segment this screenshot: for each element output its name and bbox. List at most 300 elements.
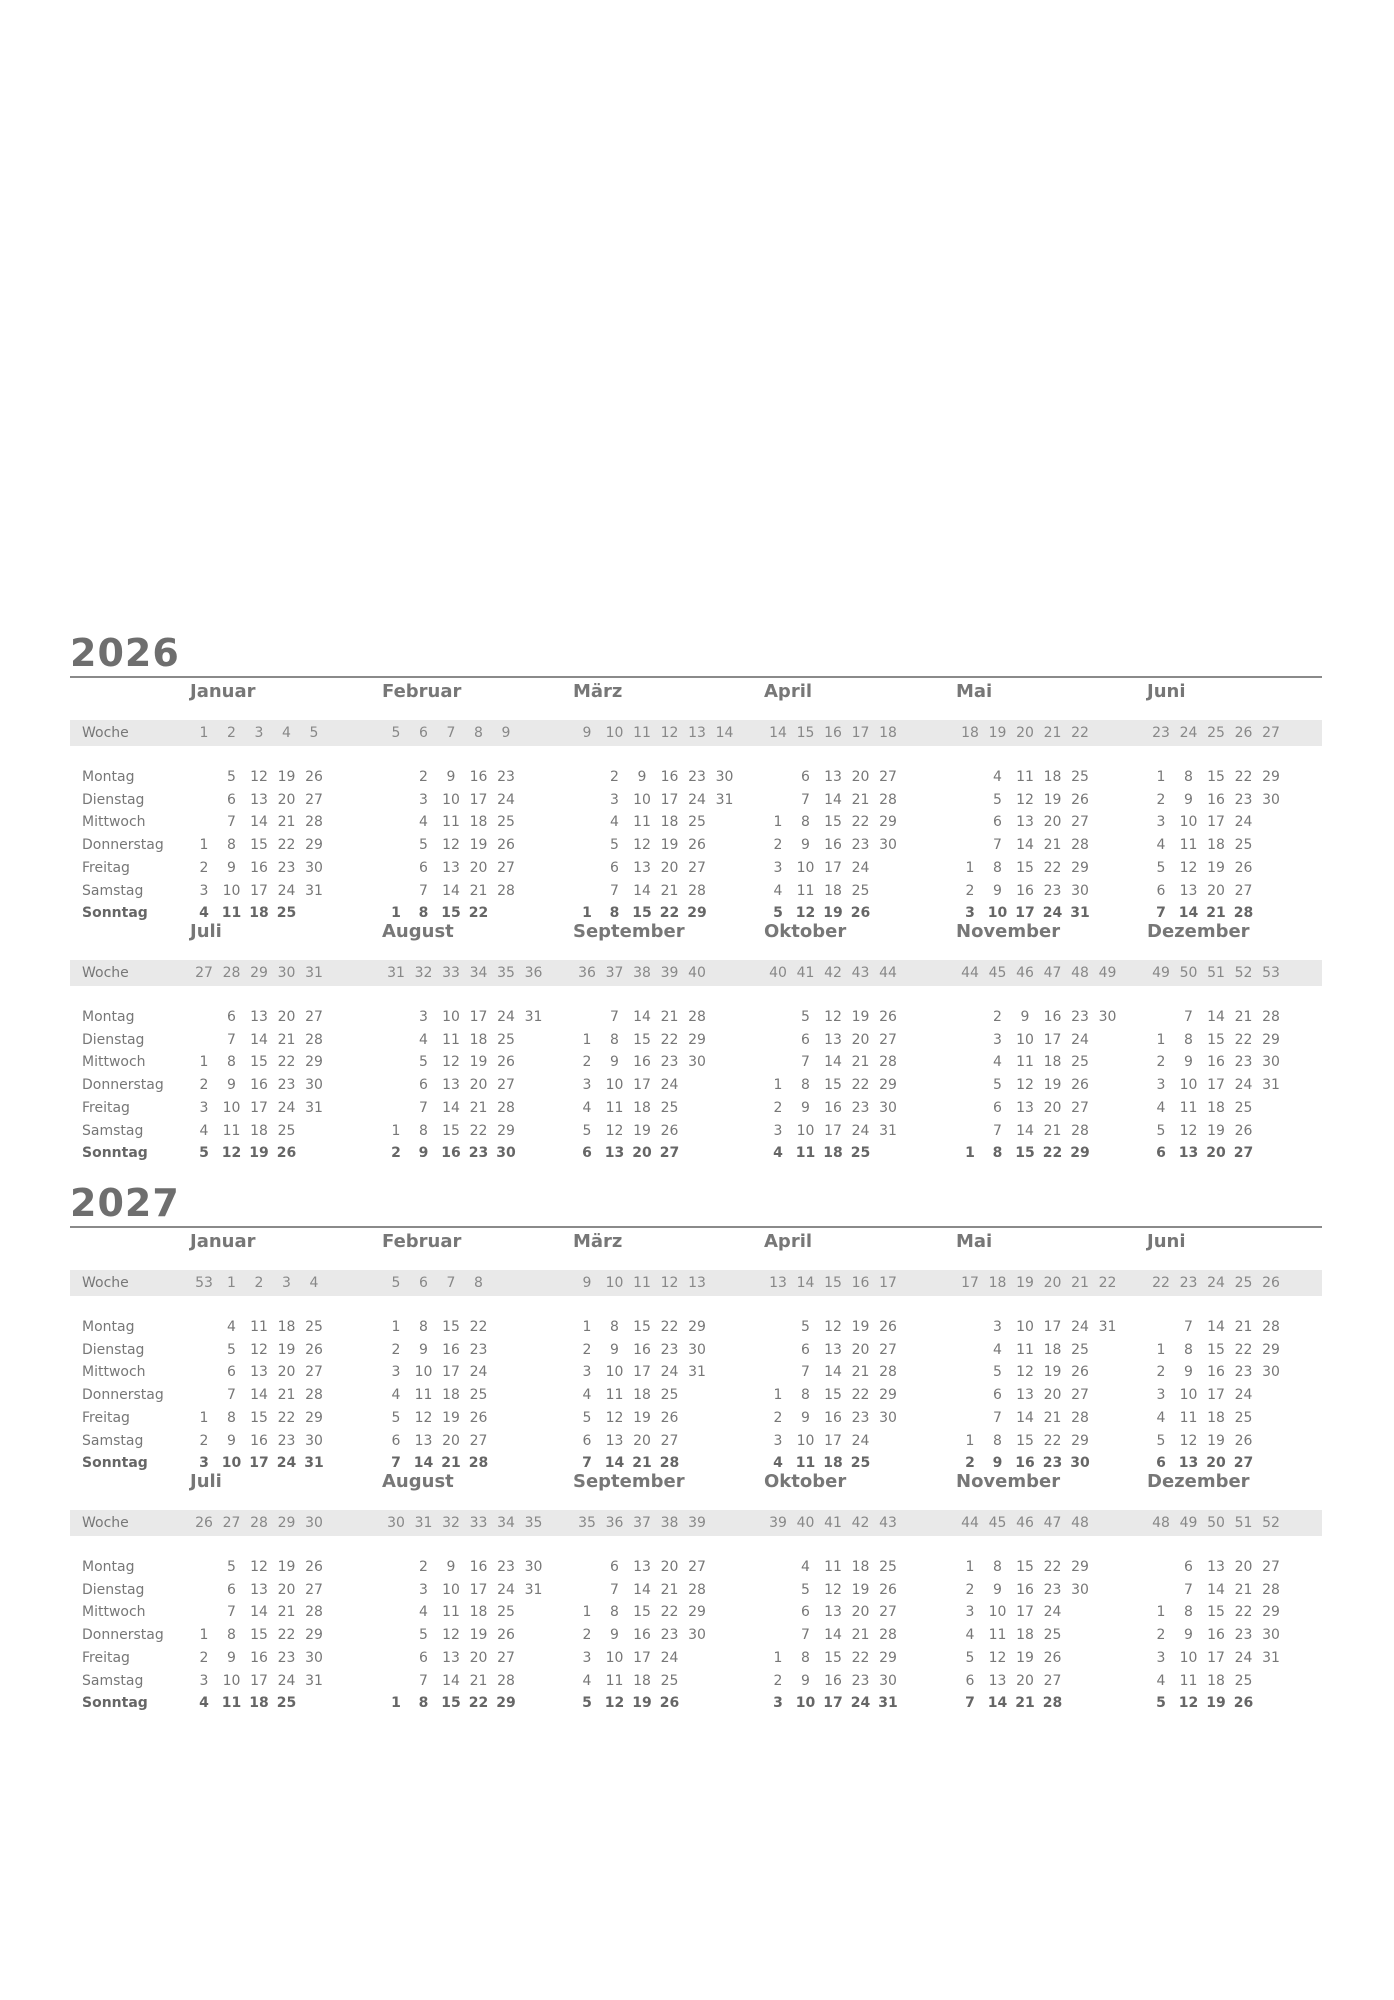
- day-cell: 23: [277, 1649, 296, 1666]
- day-cell: 18: [1207, 1099, 1225, 1116]
- day-cell: 3: [1156, 1387, 1166, 1404]
- day-cell: 25: [277, 1122, 296, 1139]
- week-number: 17: [879, 1275, 897, 1291]
- day-cell: 27: [688, 1559, 706, 1575]
- week-number: 35: [524, 1515, 543, 1531]
- day-cell: 15: [1016, 859, 1034, 876]
- day-cell: 19: [469, 1627, 488, 1644]
- weekday-label: Dienstag: [82, 1031, 145, 1048]
- week-number: 31: [305, 965, 323, 981]
- day-cell: 13: [988, 1672, 1007, 1689]
- day-cell: 29: [879, 1649, 897, 1666]
- day-cell: 8: [801, 1387, 810, 1404]
- week-number: 24: [1179, 725, 1198, 741]
- day-cell: 1: [582, 1319, 592, 1335]
- day-cell: 11: [442, 814, 460, 831]
- weekday-label: Donnerstag: [82, 1627, 164, 1644]
- day-cell: 14: [250, 1031, 268, 1048]
- day-cell: 4: [419, 1031, 428, 1048]
- day-cell: 3: [199, 1099, 209, 1116]
- week-number: 34: [497, 1515, 515, 1531]
- day-cell: 4: [582, 1099, 592, 1116]
- day-cell: 15: [442, 1319, 460, 1335]
- day-cell: 24: [660, 1364, 679, 1381]
- day-cell: 6: [1156, 1455, 1166, 1472]
- day-cell: 23: [468, 1145, 489, 1162]
- day-cell: 15: [824, 1649, 842, 1666]
- day-cell: 29: [687, 905, 707, 922]
- day-cell: 21: [1206, 905, 1226, 922]
- week-number: 7: [446, 1275, 456, 1291]
- week-number: 50: [1179, 965, 1198, 981]
- day-cell: 3: [965, 1604, 975, 1621]
- week-number: 20: [1043, 1275, 1062, 1291]
- day-cell: 9: [610, 1054, 619, 1071]
- day-cell: 27: [879, 1341, 897, 1358]
- day-cell: 22: [277, 1054, 296, 1071]
- day-cell: 14: [633, 1581, 651, 1598]
- day-cell: 10: [633, 791, 651, 808]
- week-number: 12: [660, 725, 679, 741]
- day-cell: 25: [688, 814, 706, 831]
- day-cell: 16: [469, 1559, 488, 1575]
- day-cell: 13: [824, 1604, 842, 1621]
- day-cell: 17: [469, 1581, 488, 1598]
- day-cell: 16: [824, 837, 842, 854]
- day-cell: 14: [824, 1627, 842, 1644]
- day-cell: 15: [1207, 1031, 1225, 1048]
- day-cell: 12: [605, 1122, 624, 1139]
- day-cell: 19: [249, 1145, 269, 1162]
- day-cell: 10: [1179, 1077, 1198, 1094]
- day-cell: 12: [250, 1341, 268, 1358]
- day-cell: 19: [633, 1409, 651, 1426]
- day-cell: 13: [1016, 1099, 1034, 1116]
- day-cell: 2: [419, 769, 428, 785]
- day-cell: 26: [469, 1409, 488, 1426]
- week-number: 45: [988, 965, 1007, 981]
- day-cell: 31: [715, 791, 734, 808]
- day-cell: 6: [227, 1009, 236, 1025]
- day-cell: 1: [965, 1432, 975, 1449]
- day-cell: 29: [879, 1077, 897, 1094]
- week-number: 33: [442, 965, 460, 981]
- week-number: 11: [633, 1275, 651, 1291]
- day-cell: 23: [688, 769, 706, 785]
- day-cell: 26: [305, 769, 323, 785]
- day-cell: 18: [1043, 1054, 1062, 1071]
- day-cell: 31: [879, 1122, 897, 1139]
- day-cell: 3: [582, 1649, 592, 1666]
- day-cell: 8: [418, 905, 429, 922]
- half-year-2: [70, 918, 1322, 1162]
- week-number: 51: [1234, 1515, 1253, 1531]
- day-cell: 4: [419, 814, 428, 831]
- day-cell: 11: [1179, 837, 1198, 854]
- day-cell: 9: [418, 1145, 429, 1162]
- day-cell: 22: [468, 1695, 489, 1712]
- day-cell: 13: [414, 1432, 433, 1449]
- day-cell: 11: [414, 1387, 433, 1404]
- day-cell: 21: [1043, 1409, 1062, 1426]
- day-cell: 11: [795, 1455, 816, 1472]
- day-cell: 27: [469, 1432, 488, 1449]
- day-cell: 24: [1234, 814, 1253, 831]
- day-cell: 20: [469, 1649, 488, 1666]
- week-number: 40: [688, 965, 706, 981]
- day-cell: 11: [796, 882, 815, 899]
- weekday-label: Montag: [82, 1009, 135, 1025]
- week-number: 39: [688, 1515, 706, 1531]
- day-cell: 21: [632, 1455, 652, 1472]
- day-cell: 22: [1043, 1432, 1062, 1449]
- day-cell: 20: [469, 859, 488, 876]
- week-number: 10: [605, 725, 624, 741]
- day-cell: 6: [419, 859, 428, 876]
- day-cell: 14: [824, 791, 842, 808]
- week-number: 53: [195, 1275, 213, 1291]
- day-cell: 6: [1156, 1145, 1166, 1162]
- day-cell: 7: [801, 1054, 810, 1071]
- day-cell: 23: [497, 1559, 515, 1575]
- day-cell: 25: [879, 1559, 897, 1575]
- day-cell: 21: [1043, 837, 1062, 854]
- day-cell: 18: [277, 1319, 296, 1335]
- day-cell: 15: [1015, 1145, 1035, 1162]
- day-cell: 5: [1156, 1695, 1166, 1712]
- month-name: Dezember: [1147, 921, 1250, 942]
- day-cell: 12: [442, 837, 460, 854]
- day-cell: 13: [442, 1649, 460, 1666]
- month-name: Februar: [382, 681, 462, 702]
- week-number: 40: [796, 1515, 815, 1531]
- day-cell: 29: [688, 1319, 706, 1335]
- day-cell: 14: [604, 1455, 625, 1472]
- day-cell: 23: [851, 1672, 870, 1689]
- month-name: Juni: [1147, 681, 1186, 702]
- week-number: 12: [660, 1275, 679, 1291]
- day-cell: 10: [1179, 1387, 1198, 1404]
- day-cell: 2: [773, 1672, 783, 1689]
- week-number: 21: [1043, 725, 1062, 741]
- day-cell: 20: [1043, 1099, 1062, 1116]
- week-number: 9: [582, 725, 592, 741]
- day-cell: 15: [1207, 1604, 1225, 1621]
- day-cell: 27: [1233, 1455, 1254, 1472]
- day-cell: 23: [277, 1077, 296, 1094]
- day-cell: 4: [773, 882, 783, 899]
- day-cell: 16: [633, 1627, 651, 1644]
- day-cell: 10: [796, 1432, 815, 1449]
- day-cell: 20: [277, 1009, 296, 1025]
- day-cell: 23: [497, 769, 515, 785]
- day-cell: 15: [250, 1409, 268, 1426]
- day-cell: 12: [988, 1649, 1007, 1666]
- day-cell: 10: [442, 1009, 460, 1025]
- week-number: 27: [1262, 725, 1280, 741]
- weekday-label: Dienstag: [82, 1581, 145, 1598]
- day-cell: 18: [633, 1672, 651, 1689]
- day-cell: 9: [446, 769, 456, 785]
- weekday-label: Freitag: [82, 859, 130, 876]
- day-cell: 24: [1042, 905, 1063, 922]
- week-number: 30: [387, 1515, 405, 1531]
- day-cell: 13: [1016, 1387, 1034, 1404]
- week-number: 27: [195, 965, 213, 981]
- day-cell: 30: [305, 1432, 323, 1449]
- day-cell: 3: [391, 1364, 401, 1381]
- day-cell: 15: [633, 1031, 651, 1048]
- day-cell: 18: [1207, 1672, 1225, 1689]
- day-cell: 10: [795, 1695, 816, 1712]
- day-cell: 23: [1234, 1627, 1253, 1644]
- day-cell: 9: [1020, 1009, 1030, 1025]
- day-cell: 21: [851, 1054, 870, 1071]
- day-cell: 7: [227, 814, 236, 831]
- day-cell: 9: [610, 1341, 619, 1358]
- day-cell: 13: [633, 1559, 651, 1575]
- day-cell: 14: [250, 814, 268, 831]
- day-cell: 23: [660, 1627, 679, 1644]
- day-cell: 22: [851, 1077, 870, 1094]
- day-cell: 4: [419, 1604, 428, 1621]
- day-cell: 30: [1071, 1581, 1089, 1598]
- day-cell: 24: [660, 1649, 679, 1666]
- day-cell: 26: [1234, 1122, 1253, 1139]
- weekday-label: Montag: [82, 1319, 135, 1335]
- day-cell: 22: [659, 905, 680, 922]
- day-cell: 12: [604, 1695, 625, 1712]
- day-cell: 16: [824, 1672, 842, 1689]
- week-number: 26: [1262, 1275, 1280, 1291]
- day-cell: 6: [391, 1432, 401, 1449]
- day-cell: 28: [688, 882, 706, 899]
- day-cell: 3: [610, 791, 619, 808]
- day-cell: 17: [824, 1432, 842, 1449]
- day-cell: 8: [227, 1627, 236, 1644]
- week-number: 4: [309, 1275, 319, 1291]
- day-cell: 10: [605, 1364, 624, 1381]
- week-number: 36: [578, 965, 596, 981]
- day-cell: 5: [199, 1145, 209, 1162]
- day-cell: 2: [199, 1432, 209, 1449]
- day-cell: 22: [851, 814, 870, 831]
- day-cell: 3: [1156, 814, 1166, 831]
- day-cell: 23: [851, 1099, 870, 1116]
- day-cell: 28: [468, 1455, 489, 1472]
- day-cell: 25: [497, 1031, 515, 1048]
- day-cell: 1: [199, 1054, 209, 1071]
- month-name: September: [573, 921, 685, 942]
- day-cell: 26: [660, 1122, 679, 1139]
- day-cell: 5: [227, 1559, 236, 1575]
- day-cell: 17: [1207, 1077, 1225, 1094]
- day-cell: 8: [610, 1604, 619, 1621]
- day-cell: 26: [1071, 791, 1089, 808]
- day-cell: 12: [824, 1009, 842, 1025]
- day-cell: 19: [1207, 859, 1225, 876]
- day-cell: 20: [632, 1145, 652, 1162]
- day-cell: 16: [441, 1145, 461, 1162]
- day-cell: 20: [1206, 1145, 1226, 1162]
- day-cell: 11: [442, 1031, 460, 1048]
- day-cell: 14: [250, 1387, 268, 1404]
- day-cell: 11: [221, 1695, 242, 1712]
- day-cell: 26: [305, 1341, 323, 1358]
- half-year-1: [70, 1228, 1322, 1472]
- day-cell: 21: [1234, 1319, 1253, 1335]
- day-cell: 5: [582, 1695, 592, 1712]
- day-cell: 8: [801, 1077, 810, 1094]
- week-number: 50: [1207, 1515, 1225, 1531]
- day-cell: 9: [1184, 1627, 1193, 1644]
- day-cell: 22: [1234, 1341, 1253, 1358]
- day-cell: 2: [582, 1341, 592, 1358]
- day-cell: 27: [497, 1077, 515, 1094]
- day-cell: 9: [992, 1455, 1003, 1472]
- day-cell: 27: [879, 1604, 897, 1621]
- day-cell: 24: [1234, 1387, 1253, 1404]
- day-cell: 8: [610, 1031, 619, 1048]
- day-cell: 30: [688, 1054, 706, 1071]
- day-cell: 7: [610, 1581, 619, 1598]
- week-number: 43: [851, 965, 870, 981]
- day-cell: 23: [1071, 1009, 1089, 1025]
- day-cell: 2: [582, 1627, 592, 1644]
- day-cell: 25: [469, 1387, 488, 1404]
- month-name: April: [764, 1231, 813, 1252]
- week-number: 45: [988, 1515, 1007, 1531]
- day-cell: 17: [249, 1455, 269, 1472]
- day-cell: 22: [469, 1319, 488, 1335]
- day-cell: 25: [851, 882, 870, 899]
- day-cell: 22: [277, 837, 296, 854]
- day-cell: 1: [1156, 1604, 1166, 1621]
- day-cell: 7: [1184, 1009, 1193, 1025]
- month-name: Juli: [190, 1471, 222, 1492]
- day-cell: 22: [851, 1387, 870, 1404]
- week-number: 20: [1016, 725, 1034, 741]
- day-cell: 7: [419, 1672, 428, 1689]
- week-number: 44: [961, 1515, 979, 1531]
- day-cell: 16: [1043, 1009, 1062, 1025]
- day-cell: 7: [965, 1695, 975, 1712]
- day-cell: 31: [305, 1672, 323, 1689]
- day-cell: 20: [277, 1581, 296, 1598]
- day-cell: 24: [277, 1099, 296, 1116]
- weekday-label: Sonntag: [82, 1695, 148, 1712]
- week-number: 42: [824, 965, 842, 981]
- week-number: 29: [250, 965, 268, 981]
- day-cell: 21: [277, 1604, 296, 1621]
- day-cell: 26: [1043, 1649, 1062, 1666]
- day-cell: 26: [659, 1695, 680, 1712]
- week-number: 2: [227, 725, 236, 741]
- day-cell: 27: [497, 859, 515, 876]
- day-cell: 17: [250, 1672, 268, 1689]
- weekday-label: Montag: [82, 769, 135, 785]
- day-cell: 30: [524, 1559, 543, 1575]
- day-cell: 19: [823, 905, 843, 922]
- day-cell: 12: [1179, 1122, 1198, 1139]
- week-number: 8: [474, 725, 483, 741]
- day-cell: 9: [801, 1409, 810, 1426]
- week-number: 3: [282, 1275, 291, 1291]
- day-cell: 2: [993, 1009, 1002, 1025]
- day-cell: 25: [1234, 1672, 1253, 1689]
- day-cell: 14: [1207, 1009, 1225, 1025]
- day-cell: 31: [878, 1695, 898, 1712]
- day-cell: 6: [582, 1432, 592, 1449]
- day-cell: 5: [419, 837, 428, 854]
- day-cell: 16: [1016, 882, 1034, 899]
- day-cell: 24: [851, 1122, 870, 1139]
- week-number: 49: [1179, 1515, 1198, 1531]
- day-cell: 12: [633, 837, 651, 854]
- day-cell: 20: [851, 769, 870, 785]
- week-number: 6: [419, 725, 428, 741]
- week-number: 35: [578, 1515, 596, 1531]
- day-cell: 3: [993, 1319, 1002, 1335]
- day-cell: 11: [442, 1604, 460, 1621]
- day-cell: 27: [1071, 1099, 1089, 1116]
- day-cell: 3: [419, 1009, 428, 1025]
- day-cell: 27: [1233, 1145, 1254, 1162]
- day-cell: 8: [1184, 1604, 1193, 1621]
- week-number: 36: [605, 1515, 624, 1531]
- day-cell: 9: [227, 1077, 236, 1094]
- day-cell: 20: [851, 1341, 870, 1358]
- day-cell: 14: [824, 1054, 842, 1071]
- day-cell: 22: [1042, 1145, 1063, 1162]
- day-cell: 21: [277, 814, 296, 831]
- day-cell: 9: [227, 859, 236, 876]
- day-cell: 29: [1071, 1432, 1089, 1449]
- month-name: Mai: [956, 1231, 993, 1252]
- day-cell: 28: [879, 1054, 897, 1071]
- day-cell: 21: [277, 1387, 296, 1404]
- week-number: 47: [1043, 965, 1062, 981]
- day-cell: 25: [1234, 837, 1253, 854]
- day-cell: 17: [823, 1695, 843, 1712]
- day-cell: 4: [993, 1341, 1002, 1358]
- day-cell: 21: [469, 1672, 488, 1689]
- day-cell: 20: [633, 1432, 651, 1449]
- day-cell: 30: [1070, 1455, 1090, 1472]
- week-number: 14: [715, 725, 734, 741]
- weekday-label: Montag: [82, 1559, 135, 1575]
- week-number: 5: [391, 1275, 401, 1291]
- day-cell: 10: [796, 859, 815, 876]
- day-cell: 10: [988, 1604, 1007, 1621]
- week-number: 52: [1262, 1515, 1280, 1531]
- week-number: 17: [851, 725, 870, 741]
- day-cell: 17: [1043, 1031, 1062, 1048]
- day-cell: 26: [1071, 1364, 1089, 1381]
- weekday-label: Sonntag: [82, 1455, 148, 1472]
- day-cell: 17: [824, 859, 842, 876]
- day-cell: 22: [660, 1031, 679, 1048]
- day-cell: 19: [1207, 1432, 1225, 1449]
- day-cell: 4: [582, 1387, 592, 1404]
- day-cell: 12: [1178, 1695, 1199, 1712]
- day-cell: 5: [582, 1409, 592, 1426]
- day-cell: 25: [1043, 1627, 1062, 1644]
- day-cell: 10: [605, 1649, 624, 1666]
- day-cell: 15: [442, 1122, 460, 1139]
- day-cell: 29: [688, 1604, 706, 1621]
- day-cell: 14: [987, 1695, 1008, 1712]
